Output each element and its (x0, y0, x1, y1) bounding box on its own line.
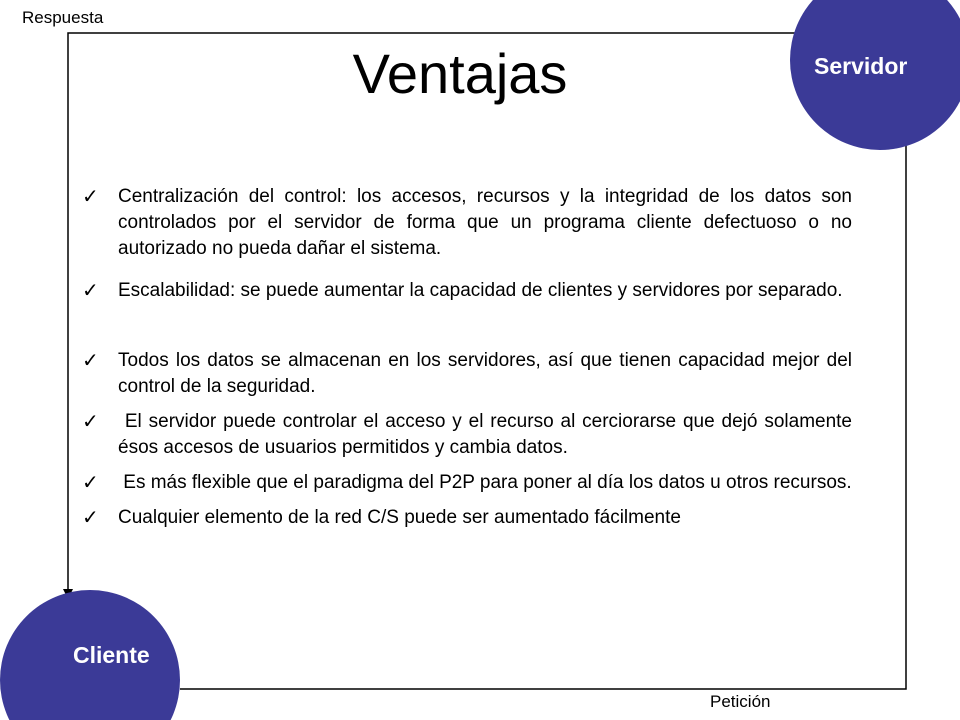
server-label: Servidor (814, 53, 908, 79)
client-label: Cliente (73, 642, 150, 668)
list-item-text: Cualquier elemento de la red C/S puede ser aumentado fácilmente (118, 507, 681, 528)
response-label: Respuesta (22, 8, 104, 27)
list-item-text: El servidor puede controlar el acceso y el recurso al cerciorarse que dejó solamente ésos accesos de usuarios permitidos y cambia datos. (118, 411, 858, 458)
list-item (82, 348, 852, 400)
list-item-text: Todos los datos se almacenan en los servidores, así que tienen capacidad mejor del control de la seguridad. (118, 350, 852, 397)
list-item (82, 470, 852, 496)
checkmark-icon: ✓ (82, 507, 99, 529)
list-item (82, 409, 858, 461)
checkmark-icon: ✓ (82, 350, 99, 372)
checkmark-icon: ✓ (82, 280, 99, 302)
list-item-text: Centralización del control: los accesos, recursos y la integridad de los datos son controlados por el servidor de forma que un programa cliente defectuoso o no autorizado no pueda dañar el sistema. (118, 186, 852, 259)
checkmark-icon: ✓ (82, 472, 99, 494)
page-title: Ventajas (352, 42, 568, 105)
list-item (82, 505, 852, 531)
list-item-text: Escalabilidad: se puede aumentar la capacidad de clientes y servidores por separado. (118, 280, 843, 301)
request-label: Petición (710, 692, 771, 711)
list-item (82, 278, 852, 304)
checkmark-icon: ✓ (82, 186, 99, 208)
list-item (82, 184, 852, 262)
list-item-text: Es más flexible que el paradigma del P2P para poner al día los datos u otros recursos. (118, 472, 852, 493)
advantages-list (82, 184, 858, 531)
checkmark-icon: ✓ (82, 411, 99, 433)
